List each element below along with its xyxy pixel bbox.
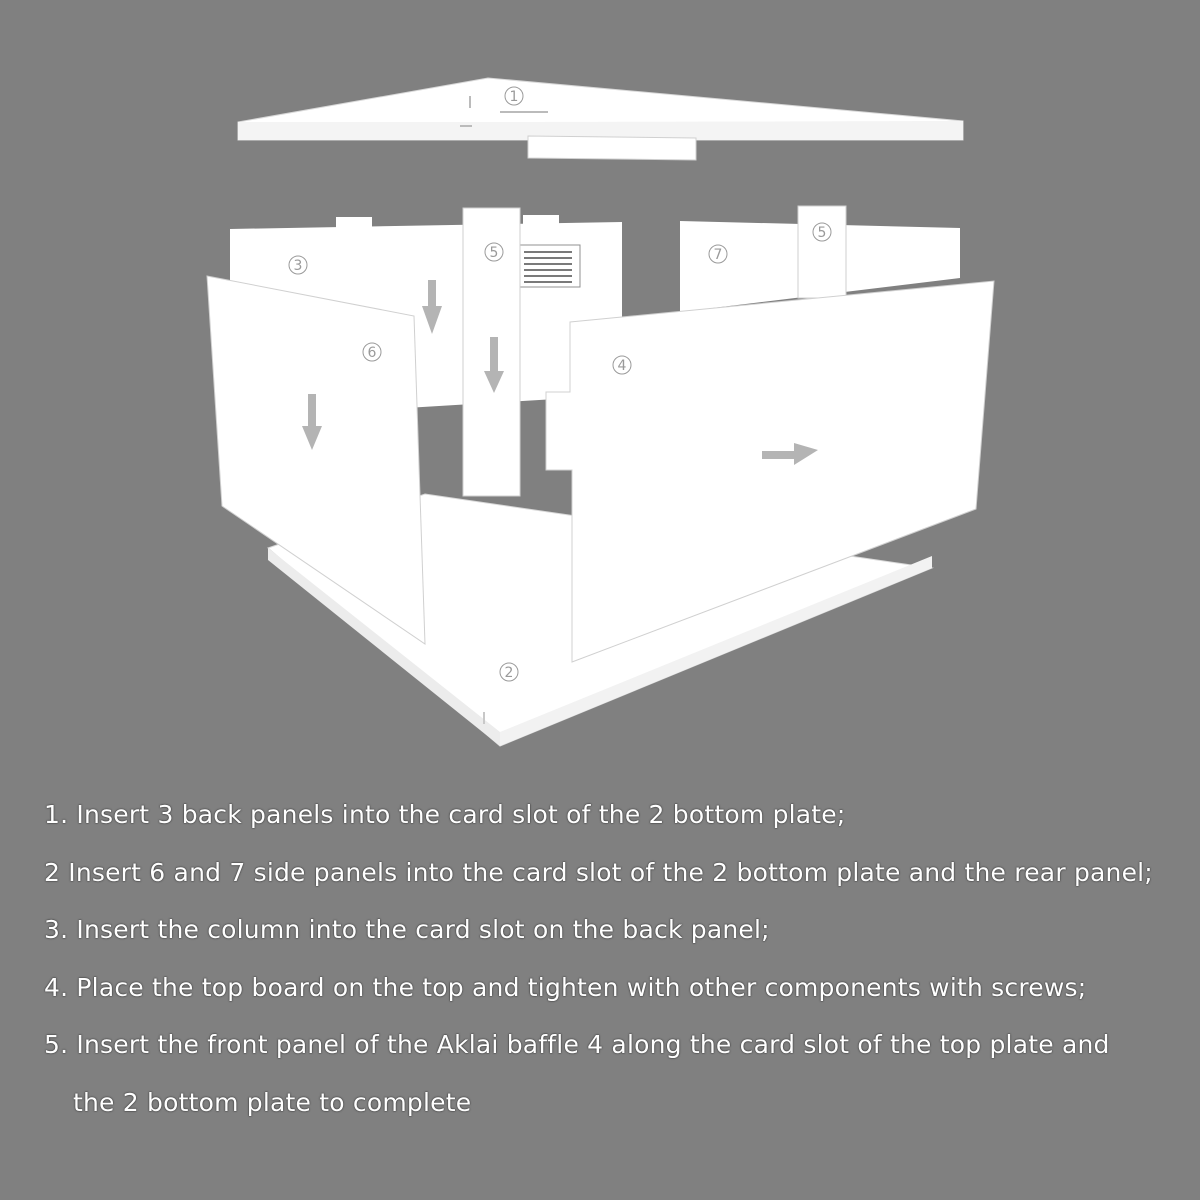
svg-text:3: 3 (293, 258, 303, 274)
svg-text:4: 4 (617, 358, 627, 374)
svg-text:5: 5 (489, 245, 499, 261)
assembly-instructions (44, 786, 1184, 1131)
svg-text:2: 2 (504, 665, 514, 681)
column-right (798, 206, 846, 298)
instruction-step-1: 1. Insert 3 back panels into the card slot of the 2 bottom plate; (44, 800, 846, 829)
svg-text:5: 5 (817, 225, 827, 241)
top-board (238, 78, 963, 160)
instruction-step-3: 3. Insert the column into the card slot on the back panel; (44, 915, 770, 944)
instruction-step-5-continued: the 2 bottom plate to complete (73, 1087, 472, 1117)
svg-text:7: 7 (713, 247, 723, 263)
svg-text:1: 1 (509, 89, 519, 105)
instruction-step-2: 2 Insert 6 and 7 side panels into the card slot of the 2 bottom plate and the rear panel; (44, 857, 1153, 887)
instruction-step-4: 4. Place the top board on the top and tighten with other components with screws; (44, 972, 1087, 1002)
instruction-step-5: 5. Insert the front panel of the Aklai baffle 4 along the card slot of the top plate and (44, 1030, 1110, 1059)
svg-text:6: 6 (367, 345, 377, 361)
